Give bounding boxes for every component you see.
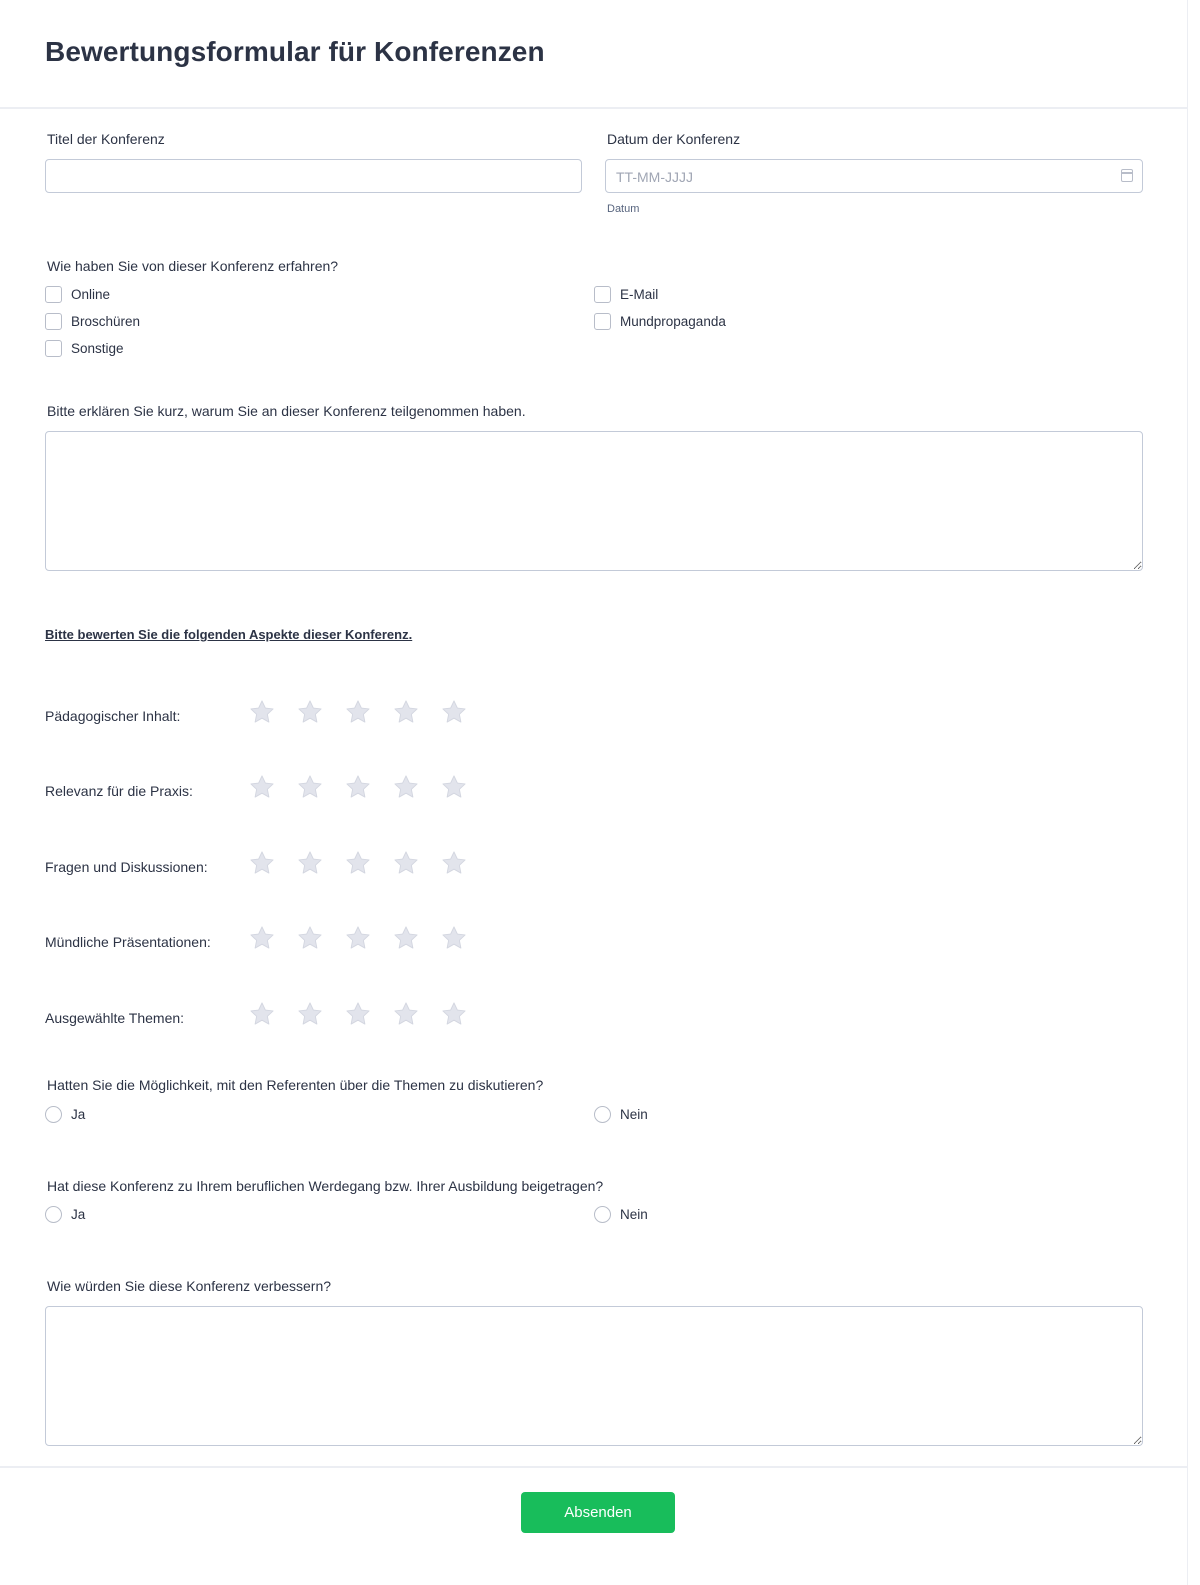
star-rating[interactable] [248,849,468,877]
rating-heading: Bitte bewerten Sie die folgenden Aspekte dieser Konferenz. [45,627,413,642]
checkbox-label: E-Mail [620,287,659,302]
reason-textarea[interactable] [45,431,1143,571]
star-icon[interactable] [248,698,276,726]
checkbox-other[interactable] [45,340,124,357]
star-icon[interactable] [296,698,324,726]
radio-circle[interactable] [594,1206,611,1223]
star-icon[interactable] [440,924,468,952]
star-icon[interactable] [344,849,372,877]
checkbox-brochures[interactable] [45,313,140,330]
career-question: Hat diese Konferenz zu Ihrem beruflichen Werdegang bzw. Ihrer Ausbildung beigetragen? [47,1178,604,1194]
checkbox-box[interactable] [45,286,62,303]
conference-date-input[interactable] [605,159,1143,193]
radio-discussion-yes[interactable] [45,1106,85,1123]
star-icon[interactable] [392,698,420,726]
radio-label: Nein [620,1207,648,1222]
improve-textarea[interactable] [45,1306,1143,1446]
conference-date-label: Datum der Konferenz [607,131,741,147]
star-rating[interactable] [248,1000,468,1028]
checkbox-online[interactable] [45,286,110,303]
form-title: Bewertungsformular für Konferenzen [45,36,545,67]
calendar-icon[interactable] [1121,169,1133,182]
radio-circle[interactable] [45,1106,62,1123]
star-icon[interactable] [440,1000,468,1028]
footer-divider [0,1466,1188,1468]
radio-discussion-no[interactable] [594,1106,648,1123]
star-rating[interactable] [248,924,468,952]
star-icon[interactable] [440,849,468,877]
checkbox-label: Online [71,287,111,302]
star-icon[interactable] [248,773,276,801]
submit-button[interactable]: Absenden [521,1492,675,1533]
conference-title-input[interactable] [45,159,582,193]
improve-label: Wie würden Sie diese Konferenz verbessern? [47,1278,332,1294]
star-icon[interactable] [248,924,276,952]
reason-label: Bitte erklären Sie kurz, warum Sie an dieser Konferenz teilgenommen haben. [47,403,526,419]
date-sublabel: Datum [607,203,640,215]
header-divider [0,107,1188,109]
checkbox-label: Broschüren [71,314,141,329]
radio-label: Ja [71,1207,86,1222]
source-question: Wie haben Sie von dieser Konferenz erfahren? [47,258,339,274]
checkbox-box[interactable] [594,313,611,330]
star-icon[interactable] [344,1000,372,1028]
star-icon[interactable] [440,773,468,801]
star-icon[interactable] [296,924,324,952]
star-icon[interactable] [248,1000,276,1028]
rating-label: Ausgewählte Themen: [45,1010,185,1026]
radio-circle[interactable] [594,1106,611,1123]
star-icon[interactable] [392,773,420,801]
checkbox-email[interactable] [594,286,658,303]
radio-career-yes[interactable] [45,1206,85,1223]
star-icon[interactable] [392,924,420,952]
star-icon[interactable] [248,849,276,877]
rating-label: Relevanz für die Praxis: [45,783,193,799]
radio-circle[interactable] [45,1206,62,1223]
conference-title-label: Titel der Konferenz [47,131,165,147]
rating-label: Pädagogischer Inhalt: [45,708,181,724]
star-icon[interactable] [296,773,324,801]
checkbox-label: Sonstige [71,341,124,356]
radio-label: Nein [620,1107,648,1122]
star-rating[interactable] [248,698,468,726]
star-icon[interactable] [440,698,468,726]
checkbox-word-of-mouth[interactable] [594,313,726,330]
star-rating[interactable] [248,773,468,801]
star-icon[interactable] [392,1000,420,1028]
checkbox-box[interactable] [45,313,62,330]
star-icon[interactable] [392,849,420,877]
discussion-question: Hatten Sie die Möglichkeit, mit den Referenten über die Themen zu diskutieren? [47,1077,544,1093]
date-placeholder: TT-MM-JJJJ [616,169,693,185]
checkbox-box[interactable] [594,286,611,303]
checkbox-label: Mundpropaganda [620,314,726,329]
star-icon[interactable] [344,924,372,952]
star-icon[interactable] [296,1000,324,1028]
checkbox-box[interactable] [45,340,62,357]
rating-label: Mündliche Präsentationen: [45,934,211,950]
rating-label: Fragen und Diskussionen: [45,859,208,875]
star-icon[interactable] [344,698,372,726]
radio-label: Ja [71,1107,86,1122]
star-icon[interactable] [344,773,372,801]
star-icon[interactable] [296,849,324,877]
radio-career-no[interactable] [594,1206,648,1223]
